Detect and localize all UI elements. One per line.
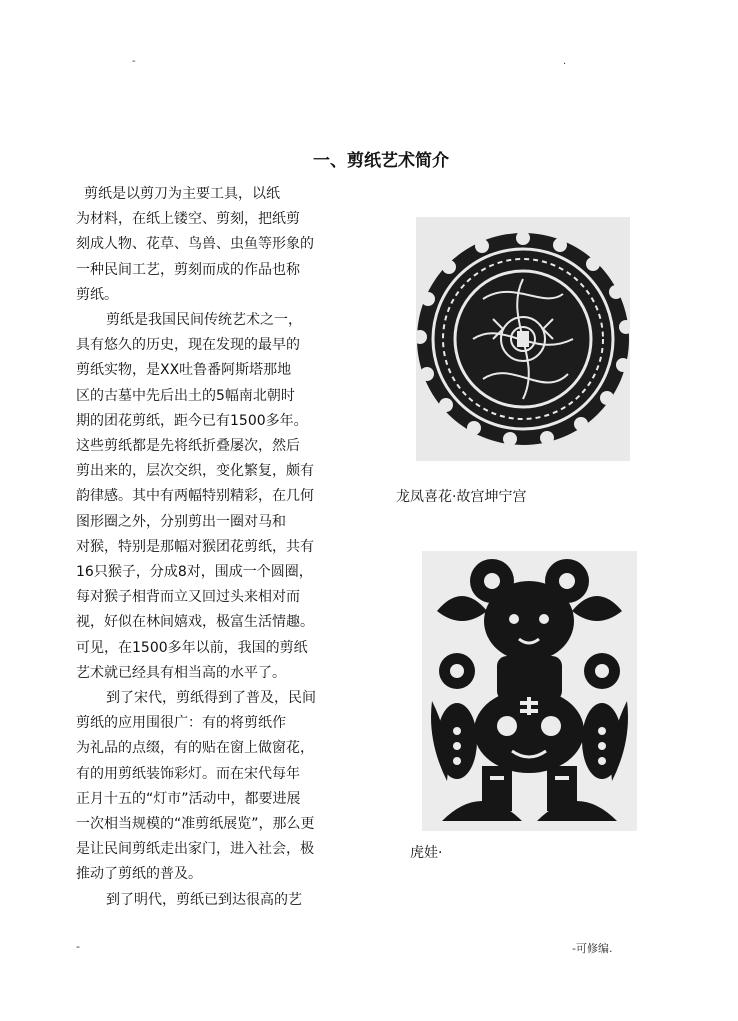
text-line: 到了宋代，剪纸得到了普及，民间 — [106, 690, 316, 707]
footer-right-note: -可修编. — [572, 942, 613, 955]
round-paper-cut-illustration — [416, 217, 630, 461]
text-line: 剪出来的，层次交织，变化繁复，颇有 — [76, 463, 314, 480]
text-line: 到了明代，剪纸已到达很高的艺 — [106, 891, 302, 908]
text-line: 视，好似在林间嬉戏，极富生活情趣。 — [76, 614, 314, 631]
header-right-mark: . — [563, 56, 567, 67]
text-line: 一次相当规模的“准剪纸展览”，那么更 — [76, 816, 315, 833]
text-line: 剪纸的应用围很广：有的将剪纸作 — [76, 715, 286, 732]
text-line: 有的用剪纸装饰彩灯。而在宋代每年 — [76, 765, 300, 782]
text-line: 区的古墓中先后出土的5幅南北朝时 — [76, 387, 295, 404]
text-line: 具有悠久的历史，现在发现的最早的 — [76, 337, 300, 354]
text-line: 图形圈之外，分别剪出一圈对马和 — [76, 513, 286, 530]
text-line: 16只猴子，分成8对，围成一个圆圈， — [76, 564, 313, 581]
text-line: 韵律感。其中有两幅特别精彩，在几何 — [76, 488, 314, 505]
section-title-text: 一、剪纸艺术简介 — [313, 151, 449, 171]
text-line: 一种民间工艺，剪刻而成的作品也称 — [76, 261, 300, 278]
section-title — [0, 146, 738, 171]
header-left-mark: - — [132, 56, 136, 67]
text-line: 是让民间剪纸走出家门，进入社会，极 — [76, 841, 314, 858]
text-line: 艺术就已经具有相当高的水平了。 — [76, 664, 286, 681]
text-line: 剪纸是以剪刀为主要工具，以纸 — [84, 186, 280, 202]
text-line: 这些剪纸都是先将纸折叠屡次，然后 — [76, 438, 300, 455]
text-line: 剪纸是我国民间传统艺术之一， — [106, 312, 302, 329]
text-line: 可见，在1500多年以前，我国的剪纸 — [76, 639, 308, 656]
image-caption: 龙凤喜花·故宫坤宁宫 — [396, 489, 527, 505]
text-line: 对猴，特别是那幅对猴团花剪纸，共有 — [76, 538, 314, 555]
text-line: 期的团花剪纸，距今已有1500多年。 — [76, 412, 308, 429]
text-line: 剪纸。 — [76, 286, 118, 303]
image-caption: 虎娃· — [410, 845, 443, 861]
tiger-doll-illustration — [422, 551, 637, 831]
round-paper-cut-image — [416, 217, 630, 461]
tiger-doll-paper-cut-image — [422, 551, 637, 831]
text-line: 刻成人物、花草、鸟兽、虫鱼等形象的 — [76, 236, 314, 253]
text-line: 每对猴子相背而立又回过头来相对而 — [76, 589, 300, 606]
text-line: 剪纸实物，是XX吐鲁番阿斯塔那地 — [76, 362, 292, 379]
footer-left-mark: - — [76, 940, 80, 953]
text-line: 为礼品的点缀，有的贴在窗上做窗花， — [76, 740, 314, 757]
body-text — [76, 182, 376, 913]
text-line: 为材料，在纸上镂空、剪刻，把纸剪 — [76, 211, 300, 228]
text-line: 推动了剪纸的普及。 — [76, 866, 202, 883]
text-line: 正月十五的“灯市”活动中，都要进展 — [76, 790, 301, 807]
